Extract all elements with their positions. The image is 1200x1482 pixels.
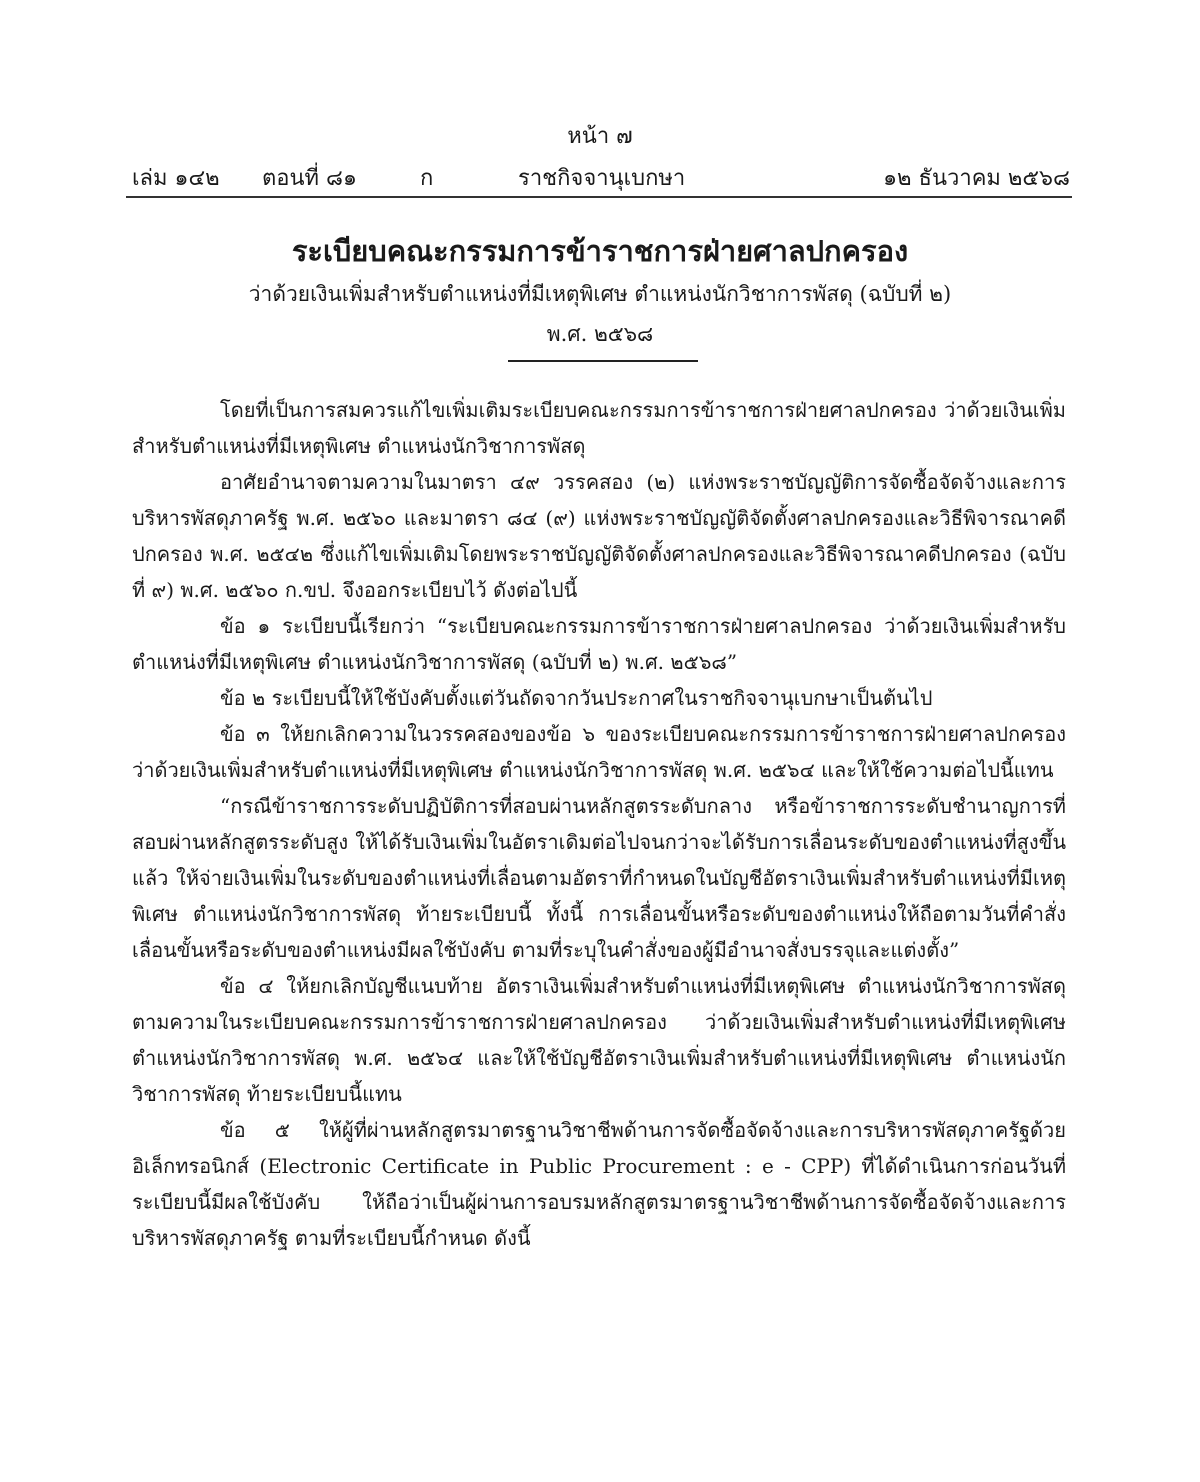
clause-3-quoted-text: “กรณีข้าราชการระดับปฏิบัติการที่สอบผ่านหลักสูตรระดับกลาง หรือข้าราชการระดับชำนาญการที่สอบผ่านหลักสูตรระดับสูง ให้ได้รับเงินเพิ่มในอัตราเดิมต่อไปจนกว่าจะได้รับการเลื่อนระดับของตำแหน่งที่สูงขึ้นแล้ว ให้จ่ายเงินเพิ่มในระดับของตำแหน่งที่เลื่อนตามอัตราที่กำหนดในบัญชีอัตราเงินเพิ่มสำหรับตำแหน่งที่มีเหตุพิเศษ ตำแหน่งนักวิชาการพัสดุ ท้ายระเบียบนี้ ทั้งนี้ การเลื่อนขั้นหรือระดับของตำแหน่งให้ถือตามวันที่คำสั่งเลื่อนขั้นหรือระดับของตำแหน่งมีผลใช้บังคับ ตามที่ระบุในคำสั่งของผู้มีอำนาจสั่งบรรจุและแต่งตั้ง” xyxy=(132,794,1066,962)
clause-2-paragraph: ข้อ ๒ ระเบียบนี้ให้ใช้บังคับตั้งแต่วันถัดจากวันประกาศในราชกิจจานุเบกษาเป็นต้นไป xyxy=(220,686,933,710)
gazette-header xyxy=(130,160,1070,194)
preamble-paragraph: โดยที่เป็นการสมควรแก้ไขเพิ่มเติมระเบียบคณะกรรมการข้าราชการฝ่ายศาลปกครอง ว่าด้วยเงินเพิ่มสำหรับตำแหน่งที่มีเหตุพิเศษ ตำแหน่งนักวิชาการพัสดุ xyxy=(132,398,1066,458)
document-title: ระเบียบคณะกรรมการข้าราชการฝ่ายศาลปกครอง xyxy=(291,234,909,268)
clause-5-paragraph: ข้อ ๕ ให้ผู้ที่ผ่านหลักสูตรมาตรฐานวิชาชีพด้านการจัดซื้อจัดจ้างและการบริหารพัสดุภาครัฐด้วยอิเล็กทรอนิกส์ (Electronic Certificate in Public Procurement : e - CPP) ที่ได้ดำเนินการก่อนวันที่ระเบียบนี้มีผลใช้บังคับ ให้ถือว่าเป็นผู้ผ่านการอบรมหลักสูตรมาตรฐานวิชาชีพด้านการจัดซื้อจัดจ้างและการบริหารพัสดุภาครัฐ ตามที่ระเบียบนี้กำหนด ดังนี้ xyxy=(132,1118,1066,1250)
document-subtitle: ว่าด้วยเงินเพิ่มสำหรับตำแหน่งที่มีเหตุพิเศษ ตำแหน่งนักวิชาการพัสดุ (ฉบับที่ ๒) xyxy=(248,282,952,306)
publication-date: ๑๒ ธันวาคม ๒๕๖๘ xyxy=(883,166,1070,191)
volume-number: เล่ม ๑๔๒ xyxy=(132,166,220,191)
authority-paragraph: อาศัยอำนาจตามความในมาตรา ๔๙ วรรคสอง (๒) แห่งพระราชบัญญัติการจัดซื้อจัดจ้างและการบริหารพัสดุภาครัฐ พ.ศ. ๒๕๖๐ และมาตรา ๘๔ (๙) แห่งพระราชบัญญัติจัดตั้งศาลปกครองและวิธีพิจารณาคดีปกครอง พ.ศ. ๒๕๔๒ ซึ่งแก้ไขเพิ่มเติมโดยพระราชบัญญัติจัดตั้งศาลปกครองและวิธีพิจารณาคดีปกครอง (ฉบับที่ ๙) พ.ศ. ๒๕๖๐ ก.ขป. จึงออกระเบียบไว้ ดังต่อไปนี้ xyxy=(132,470,1066,602)
document-year: พ.ศ. ๒๕๖๘ xyxy=(546,322,654,346)
clause-1-paragraph: ข้อ ๑ ระเบียบนี้เรียกว่า “ระเบียบคณะกรรมการข้าราชการฝ่ายศาลปกครอง ว่าด้วยเงินเพิ่มสำหรับตำแหน่งที่มีเหตุพิเศษ ตำแหน่งนักวิชาการพัสดุ (ฉบับที่ ๒) พ.ศ. ๒๕๖๘” xyxy=(132,614,1066,674)
section-letter: ก xyxy=(420,166,434,191)
document-body xyxy=(132,392,1066,1256)
page-number: หน้า ๗ xyxy=(567,124,633,149)
header-divider xyxy=(126,196,1072,198)
gazette-name: ราชกิจจานุเบกษา xyxy=(518,166,686,191)
title-divider xyxy=(508,360,698,362)
clause-3-paragraph: ข้อ ๓ ให้ยกเลิกความในวรรคสองของข้อ ๖ ของระเบียบคณะกรรมการข้าราชการฝ่ายศาลปกครอง ว่าด้วยเงินเพิ่มสำหรับตำแหน่งที่มีเหตุพิเศษ ตำแหน่งนักวิชาการพัสดุ พ.ศ. ๒๕๖๔ และให้ใช้ความต่อไปนี้แทน xyxy=(132,722,1066,782)
issue-number: ตอนที่ ๘๑ xyxy=(262,166,357,191)
clause-4-paragraph: ข้อ ๔ ให้ยกเลิกบัญชีแนบท้าย อัตราเงินเพิ่มสำหรับตำแหน่งที่มีเหตุพิเศษ ตำแหน่งนักวิชาการพัสดุ ตามความในระเบียบคณะกรรมการข้าราชการฝ่ายศาลปกครอง ว่าด้วยเงินเพิ่มสำหรับตำแหน่งที่มีเหตุพิเศษ ตำแหน่งนักวิชาการพัสดุ พ.ศ. ๒๕๖๔ และให้ใช้บัญชีอัตราเงินเพิ่มสำหรับตำแหน่งที่มีเหตุพิเศษ ตำแหน่งนักวิชาการพัสดุ ท้ายระเบียบนี้แทน xyxy=(132,974,1066,1106)
